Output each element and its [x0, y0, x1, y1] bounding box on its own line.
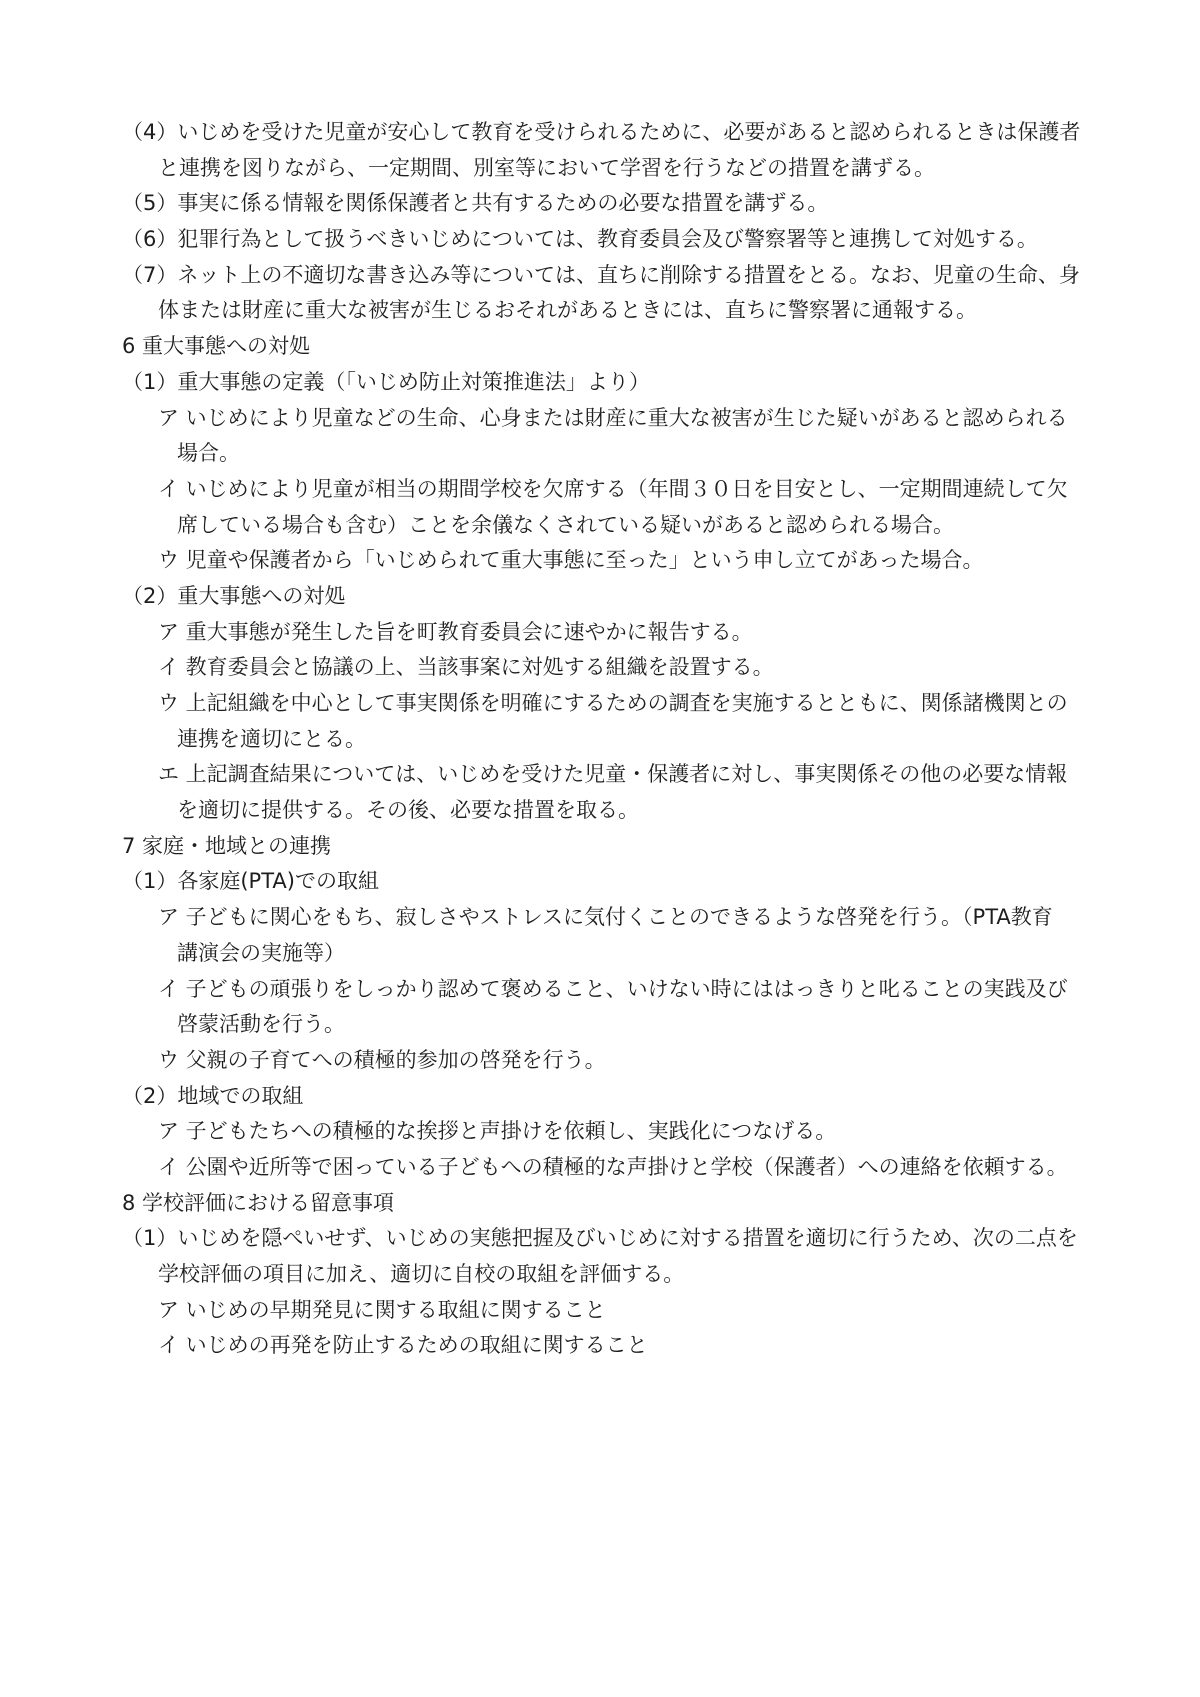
section-7 — [122, 829, 1162, 1186]
list-item-i: イ 子どもの頑張りをしっかり認めて褒めること、いけない時にははっきりと叱ることの実践及び — [158, 976, 1068, 1001]
item-6 — [122, 222, 1162, 258]
subsection-8-1 — [122, 1221, 1162, 1364]
item-5 — [122, 186, 1162, 222]
subsection-7-2-heading: （2）地域での取組 — [122, 1083, 304, 1108]
subsection-6-2 — [122, 579, 1162, 829]
subsection-8-1-heading-continuation: 学校評価の項目に加え、適切に自校の取組を評価する。 — [158, 1262, 685, 1286]
subsection-6-1 — [122, 365, 1162, 579]
section-8 — [122, 1186, 1162, 1364]
section-6-heading: 6 重大事態への対処 — [122, 334, 311, 359]
subsection-7-1-heading: （1）各家庭(PTA)での取組 — [122, 869, 379, 894]
item-7 — [122, 258, 1162, 329]
list-item-i: イ 教育委員会と協議の上、当該事案に対処する組織を設置する。 — [158, 655, 774, 680]
subsection-8-1-heading: （1）いじめを隠ぺいせず、いじめの実態把握及びいじめに対する措置を適切に行うため、次の二点を — [122, 1226, 1078, 1251]
section-6 — [122, 329, 1162, 829]
item-5-line: （5）事実に係る情報を関係保護者と共有するための必要な措置を講ずる。 — [122, 191, 829, 216]
list-item-i: イ 公園や近所等で困っている子どもへの積極的な声掛けと学校（保護者）への連絡を依頼する。 — [158, 1154, 1068, 1179]
intro-items — [122, 115, 1162, 329]
list-item-i: イ いじめにより児童が相当の期間学校を欠席する（年間３０日を目安とし、一定期間連続して欠 — [158, 476, 1068, 501]
list-item-a: ア 重大事態が発生した旨を町教育委員会に速やかに報告する。 — [158, 619, 753, 644]
subsection-7-2 — [122, 1079, 1162, 1186]
list-item-u: ウ 上記組織を中心として事実関係を明確にするための調査を実施するとともに、関係諸機関との — [158, 691, 1068, 715]
list-item-u: ウ 児童や保護者から「いじめられて重大事態に至った」という申し立てがあった場合。 — [158, 548, 984, 573]
list-item-a: ア いじめの早期発見に関する取組に関すること — [158, 1297, 606, 1322]
item-4 — [122, 115, 1162, 186]
subsection-6-2-heading: （2）重大事態への対処 — [122, 583, 346, 608]
list-item-e-continuation: を適切に提供する。その後、必要な措置を取る。 — [177, 798, 639, 823]
list-item-i: イ いじめの再発を防止するための取組に関すること — [158, 1333, 648, 1358]
list-item-a: ア 子どもに関心をもち、寂しさやストレスに気付くことのできるような啓発を行う。（PTA教育 — [158, 905, 1053, 930]
list-item-a-continuation: 講演会の実施等） — [177, 940, 345, 965]
list-item-a-continuation: 場合。 — [177, 441, 240, 466]
item-7-line: （7）ネット上の不適切な書き込み等については、直ちに削除する措置をとる。なお、児童の生命、身 — [122, 262, 1080, 287]
section-7-heading: 7 家庭・地域との連携 — [122, 833, 332, 858]
list-item-i-continuation: 席している場合も含む）ことを余儀なくされている疑いがあると認められる場合。 — [177, 512, 954, 537]
item-6-line: （6）犯罪行為として扱うべきいじめについては、教育委員会及び警察署等と連携して対処する。 — [122, 227, 1038, 252]
subsection-7-1 — [122, 864, 1162, 1078]
item-7-continuation: 体または財産に重大な被害が生じるおそれがあるときには、直ちに警察署に通報する。 — [158, 298, 977, 323]
list-item-u-continuation: 連携を適切にとる。 — [177, 726, 366, 751]
list-item-e: エ 上記調査結果については、いじめを受けた児童・保護者に対し、事実関係その他の必要な情報 — [158, 762, 1068, 787]
item-4-continuation: と連携を図りながら、一定期間、別室等において学習を行うなどの措置を講ずる。 — [158, 155, 935, 180]
list-item-a: ア いじめにより児童などの生命、心身または財産に重大な被害が生じた疑いがあると認められる — [158, 405, 1068, 430]
item-4-line: （4）いじめを受けた児童が安心して教育を受けられるために、必要があると認められるときは保護者 — [122, 120, 1081, 144]
section-8-heading: 8 学校評価における留意事項 — [122, 1190, 395, 1215]
list-item-a: ア 子どもたちへの積極的な挨拶と声掛けを依頼し、実践化につなげる。 — [158, 1119, 837, 1144]
subsection-6-1-heading: （1）重大事態の定義（「いじめ防止対策推進法」より） — [122, 369, 650, 394]
list-item-u: ウ 父親の子育てへの積極的参加の啓発を行う。 — [158, 1047, 606, 1072]
document-body — [122, 115, 1162, 1364]
list-item-i-continuation: 啓蒙活動を行う。 — [177, 1012, 345, 1037]
